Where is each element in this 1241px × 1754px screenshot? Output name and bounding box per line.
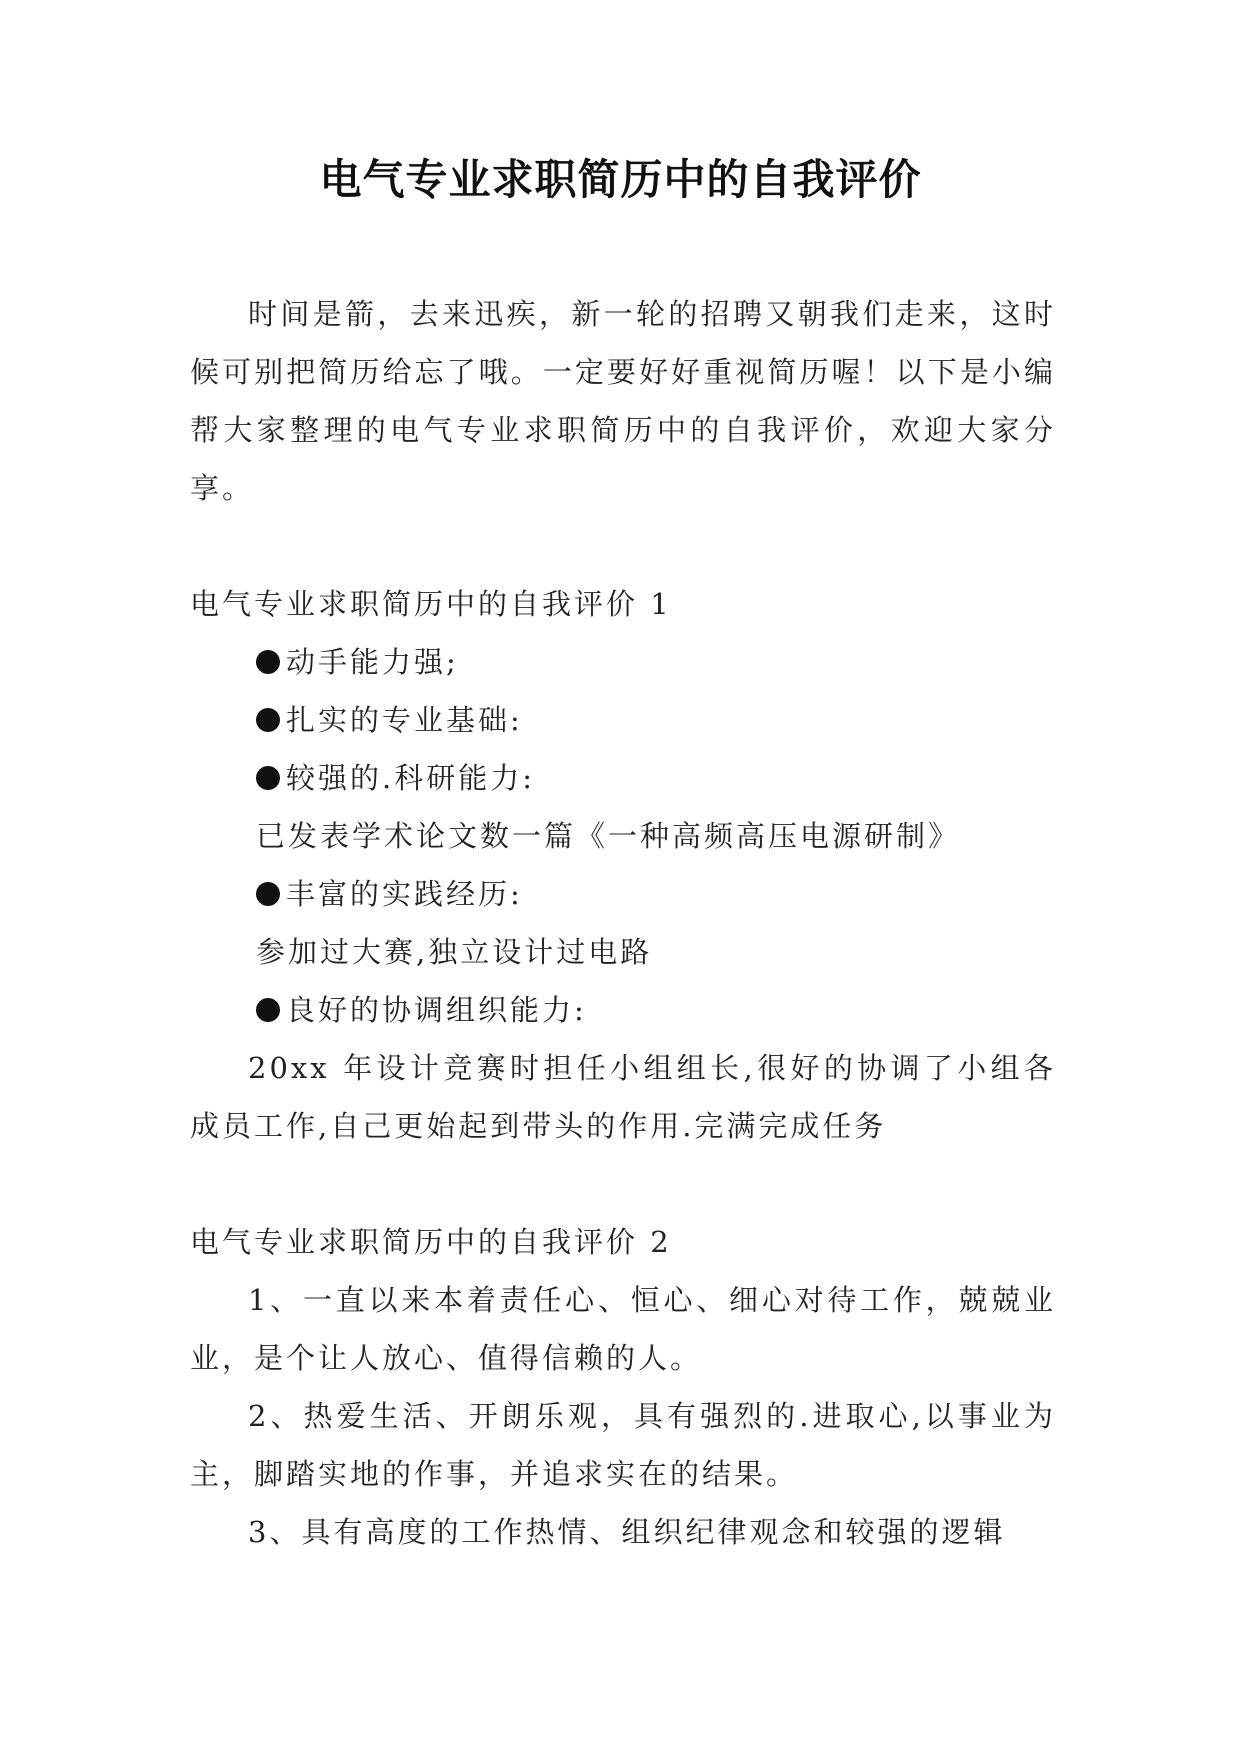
list-item-text: 良好的协调组织能力:: [286, 993, 587, 1027]
list-item: [190, 807, 1056, 865]
section-1-closing: 20xx 年设计竞赛时担任小组组长,很好的协调了小组各成员工作,自己更始起到带头的作用.完满完成任务: [190, 1051, 1056, 1143]
list-item: [190, 865, 1056, 923]
list-item: [190, 981, 1056, 1039]
list-item: [190, 923, 1056, 981]
section-2-point: 3、具有高度的工作热情、组织纪律观念和较强的逻辑: [248, 1515, 1006, 1549]
intro-paragraph: 时间是箭，去来迅疾，新一轮的招聘又朝我们走来，这时候可别把简历给忘了哦。一定要好好重视简历喔！以下是小编帮大家整理的电气专业求职简历中的自我评价，欢迎大家分享。: [190, 297, 1056, 505]
bullet-icon: [256, 882, 280, 906]
bullet-icon: [256, 708, 280, 732]
section-2-heading: 电气专业求职简历中的自我评价 2: [190, 1225, 672, 1259]
section-gap: [190, 1155, 1056, 1213]
list-item-text: 扎实的专业基础:: [286, 703, 523, 737]
bullet-icon: [256, 650, 280, 674]
list-item-text: 动手能力强;: [286, 645, 459, 679]
bullet-icon: [256, 998, 280, 1022]
list-item-text: 较强的.科研能力:: [286, 761, 535, 795]
document-body: [190, 285, 1056, 1561]
list-item-text: 丰富的实践经历:: [286, 877, 523, 911]
list-item: [190, 633, 1056, 691]
bullet-icon: [256, 766, 280, 790]
section-2-point: 2、热爱生活、开朗乐观，具有强烈的.进取心,以事业为主，脚踏实地的作事，并追求实在的结果。: [190, 1399, 1056, 1491]
list-item: [190, 691, 1056, 749]
section-2-point: 1、一直以来本着责任心、恒心、细心对待工作，兢兢业业，是个让人放心、值得信赖的人。: [190, 1283, 1056, 1375]
section-1-heading: 电气专业求职简历中的自我评价 1: [190, 587, 672, 621]
document-title: 电气专业求职简历中的自我评价: [319, 155, 922, 204]
list-item-text: 参加过大赛,独立设计过电路: [256, 935, 653, 969]
section-gap: [190, 517, 1056, 575]
list-item: [190, 749, 1056, 807]
list-item-text: 已发表学术论文数一篇《一种高频高压电源研制》: [256, 819, 961, 853]
